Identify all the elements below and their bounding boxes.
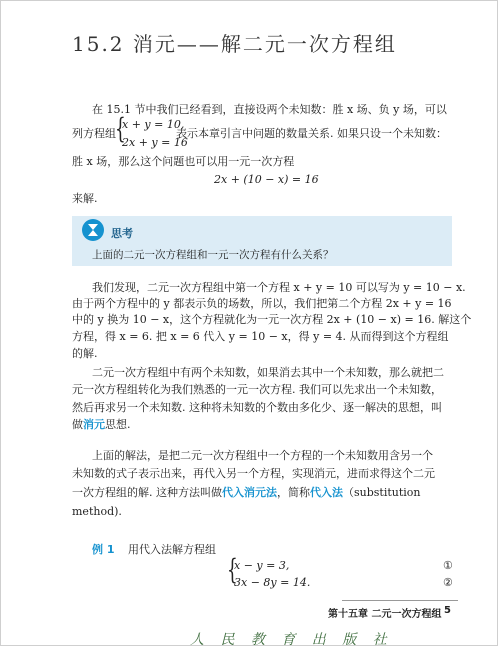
intro-equation: 2x + (10 − x) = 16 [214, 173, 319, 186]
intro-line-4: 来解. [72, 192, 98, 205]
think-question: 上面的二元一次方程组和一元一次方程有什么关系？ [92, 249, 334, 261]
para3-line-4-before: 做 [72, 418, 83, 431]
term-elimination: 消元 [83, 418, 105, 431]
example-label: 例 1 [92, 543, 115, 556]
think-label: 思考 [111, 227, 133, 240]
para2-line-2: 由于两个方程中的 y 都表示负的场数，所以，我们把第二个方程 2x + y = 16 [72, 297, 452, 310]
para4-line-2: 未知数的式子表示出来，再代入另一个方程，实现消元，进而求得这个二元 [72, 467, 435, 480]
system-brace: { [115, 112, 126, 145]
publisher-watermark: 人 民 教 育 出 版 社 [190, 632, 393, 648]
intro-line-2-before: 列方程组 [72, 127, 116, 140]
intro-line-1: 在 15.1 节中我们已经看到，直接设两个未知数：胜 x 场、负 y 场，可以 [92, 103, 447, 116]
eq-number-1: ① [443, 559, 453, 572]
para3-line-3: 然后再求另一个未知数. 这种将未知数的个数由多化少、逐一解决的思想，叫 [72, 401, 442, 414]
example-eq1: x − y = 3, [234, 559, 290, 572]
para3-line-4 [72, 418, 131, 432]
para4-line-3-after: （substitution [343, 486, 421, 499]
para4-line-1: 上面的解法，是把二元一次方程组中一个方程的一个未知数用含另一个 [92, 449, 433, 462]
para3-line-2: 元一次方程组转化为我们熟悉的一元一次方程. 我们可以先求出一个未知数， [72, 383, 442, 396]
intro-line-3: 胜 x 场，那么这个问题也可以用一元一次方程 [72, 155, 295, 168]
example-text: 用代入法解方程组 [128, 543, 216, 556]
intro-system-eq2: 2x + y = 16 [122, 136, 188, 149]
para4-line-3 [72, 486, 421, 500]
para2-line-4: 方程，得 x = 6. 把 x = 6 代入 y = 10 − x，得 y = 4. 从而得到这个方程组 [72, 330, 449, 343]
para4-line-3-before: 一次方程组的解. 这种方法叫做 [72, 486, 222, 499]
para4-line-3-mid: ，简称 [277, 486, 310, 499]
section-title: 15.2 消元——解二元一次方程组 [72, 32, 397, 56]
example-brace: { [227, 553, 238, 586]
term-substitution: 代入法 [310, 486, 343, 499]
intro-system-eq1: x + y = 10, [122, 118, 185, 131]
para3-line-1: 二元一次方程组中有两个未知数，如果消去其中一个未知数，那么就把二 [92, 366, 444, 379]
para3-line-4-after: 思想. [105, 418, 131, 431]
hourglass-icon [82, 219, 104, 241]
footer-divider [342, 600, 458, 601]
page-number: 5 [444, 605, 451, 616]
term-substitution-elimination: 代入消元法 [222, 486, 277, 499]
eq-number-2: ② [443, 576, 453, 589]
intro-line-2-after: 表示本章引言中问题的数量关系. 如果只设一个未知数： [176, 127, 447, 140]
para2-line-3: 中的 y 换为 10 − x，这个方程就化为一元一次方程 2x + (10 − x) = 16. 解这个 [72, 313, 472, 326]
footer-chapter: 第十五章 二元一次方程组 [328, 609, 442, 620]
para2-line-1: 我们发现，二元一次方程组中第一个方程 x + y = 10 可以写为 y = 10 − x. [92, 281, 466, 294]
para4-line-4: method). [72, 505, 122, 518]
example-eq2: 3x − 8y = 14. [234, 576, 311, 589]
para2-line-5: 的解. [72, 347, 98, 360]
